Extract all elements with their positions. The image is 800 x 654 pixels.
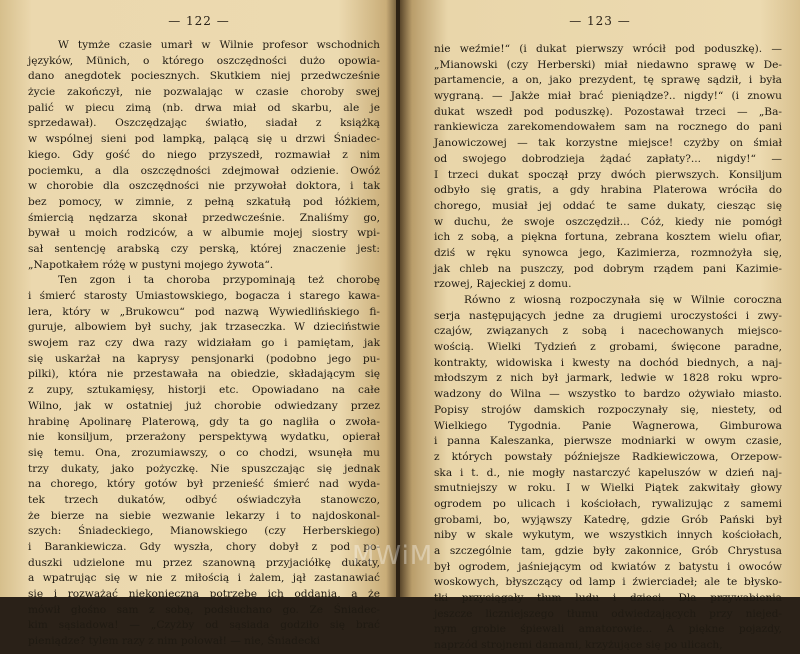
text-line: W tymże czasie umarł w Wilnie profesor wschodnich bbox=[58, 39, 380, 51]
text-line: chorego, musiał jej oddać te same dukaty, ciesząc się bbox=[434, 199, 782, 212]
text-line: szych: Śniadeckiego, Mianowskiego (czy Herberskiego) bbox=[28, 525, 380, 538]
text-line: życie zakończył, nie pozwalając w czasie choroby swej bbox=[28, 86, 380, 99]
text-line: niby w skale wykutym, we wszystkich innych kościołach, bbox=[434, 529, 782, 542]
text-line: kim sąsiadowa! — „Czyżby od sąsiada godziło się brać bbox=[28, 619, 380, 632]
text-line: dziś w ręku synowca jego, Kazimierza, rozmnożyła się, bbox=[434, 246, 782, 259]
text-line: bez pomocy, w zimnie, z pełną szkatułą pod łóżkiem, bbox=[28, 195, 380, 208]
text-line: nie konsiljum, przerażony perspektywą wydatku, opierał bbox=[28, 431, 380, 444]
text-line: jeszcze liczniejszego tłumu odwiedzających przy niejed- bbox=[434, 607, 782, 620]
text-line: młodszym z nich był jarmark, ledwie w 1828 roku wpro- bbox=[434, 372, 782, 385]
text-line: rzowej, Rajeckiej z domu. bbox=[434, 278, 572, 291]
text-line: się temu. Ona, zrozumiawszy, o co chodzi, wsunęła mu bbox=[28, 446, 380, 459]
text-line: jak chleb na puszczy, pod dobrym rządem pani Kazimie- bbox=[434, 262, 782, 275]
text-line: trzy dukaty, jako pożyczkę. Nie spuszczając się jednak bbox=[28, 462, 380, 475]
text-line: grobami, bo, wyjąwszy Katedrę, gdzie Grób Pański był bbox=[434, 513, 782, 526]
text-line: partamencie, a on, jako prezydent, tę sprawę sądził, i była bbox=[434, 74, 782, 87]
text-line: z zupy, sztukamięsy, historji etc. Opowiadano na całe bbox=[28, 384, 380, 397]
left-page-number: — 122 — bbox=[168, 14, 230, 28]
text-line: na chorego, który gotów był przenieść śmierć nad wyda- bbox=[28, 478, 380, 491]
text-line: rankiewicza zarekomendowałem sam na rocznego do pani bbox=[434, 121, 782, 134]
text-line: się i rozważać niekonieczną potrzebę ich oddania, a że bbox=[28, 588, 380, 601]
text-line: mówił głośno sam z sobą, podsłuchano go. Ze Śniadec- bbox=[28, 603, 380, 616]
text-line: ska i t. d., nie mogły nastarczyć kapeluszów w dzień naj- bbox=[434, 466, 782, 479]
text-line: a szczególnie tam, gdzie były zakonnice, Grób Chrystusa bbox=[434, 545, 782, 557]
watermark: MWiM bbox=[352, 541, 434, 571]
text-line: kontrakty, widowiska i kwesty na dochód biednych, a naj- bbox=[434, 356, 782, 369]
text-line: Wielkiego Tygodnia. Panie Wagnerowa, Gimburowa bbox=[434, 419, 782, 432]
text-line: języków, Münich, o którego oszczędności dużo opowia- bbox=[28, 54, 380, 67]
text-line: kiego. Gdy gość do niego przyszedł, rozmawiał z nim bbox=[28, 148, 380, 161]
text-line: Popisy strojów damskich rozpoczynały się, niestety, od bbox=[434, 403, 782, 416]
text-line: bywał u moich rodziców, a w albumie mojej siostry wpi- bbox=[28, 227, 380, 240]
text-line: pieniądze? tylem razy z nim polował! — nie, Śniadecki bbox=[28, 635, 320, 648]
text-line: z których powstały późniejsze Radkiewiczowa, Orzepow- bbox=[434, 450, 782, 463]
text-line: że bierze na siebie wezwanie lekarzy i to najdoskonal- bbox=[28, 509, 380, 522]
text-line: ogrodem po ulicach i kościołach, rywalizując z samemi bbox=[434, 497, 782, 510]
text-line: palić w piecu zimą (nb. drwa miał od skarbu, ale je bbox=[28, 101, 380, 114]
text-line: tek trzech dukatów, odbyć oświadczyła stanowczo, bbox=[28, 493, 380, 506]
text-line: swojem raz czy dwa razy widziałam go i pamiętam, jak bbox=[28, 337, 380, 350]
right-page-number: — 123 — bbox=[569, 14, 631, 28]
text-line: tki przyciągały tłum ludu i dzieci. Dla przywabienia bbox=[434, 592, 782, 605]
text-line: wością. Wielki Tydzień z grobami, święcone paradne, bbox=[434, 341, 782, 354]
text-line: naprzód strojnemi damami, krzyżujące się po ulicach, bbox=[434, 639, 723, 652]
text-line: pilki), która nie przestawała na obiedzie, składającym się bbox=[28, 368, 380, 381]
text-line: hrabinę Apolinarę Platerową, gdy ta go nagliła o zwoła- bbox=[28, 415, 380, 428]
text-line: sał sentencję arabską czy perską, której znaczenie jest: bbox=[28, 242, 380, 255]
text-line: w wspólnej sieni pod lampką, palącą się u drzwi Śniadec- bbox=[28, 133, 380, 146]
text-line: nym grobie śpiewali amatorowie... A piękne pojazdy, bbox=[434, 623, 782, 636]
text-line: i panna Kaleszanka, pierwsze modniarki w owym czasie, bbox=[434, 435, 782, 448]
text-line: I trzeci dukat spoczął przy dwóch pierwszych. Konsiljum bbox=[434, 168, 782, 181]
text-line: woskowych, błyszczący od lamp i źwierciadeł; ale te błysko- bbox=[434, 576, 782, 589]
text-line: odbyło się gratis, a gdy hrabina Platerowa wróciła do bbox=[434, 184, 782, 197]
text-line: ich z sobą, a piękna fortuna, zebrana kosztem wielu ofiar, bbox=[434, 231, 782, 244]
text-line: od swojego dobrodzieja żądać zapłaty?... nigdy!“ — bbox=[434, 152, 782, 165]
left-page-text bbox=[28, 38, 380, 650]
text-line: sprzedawał). Oszczędzając światło, siadał z książką bbox=[28, 117, 380, 130]
text-line: wadzony do Wilna — wszystko to bardzo ożywiało miasto. bbox=[434, 388, 782, 401]
text-line: śmiercią nędzarza skonał przedwcześnie. Znaliśmy go, bbox=[28, 211, 380, 224]
text-line: Wilno, jak w ostatniej już chorobie odwiedzany przez bbox=[28, 399, 380, 412]
text-line: lera, który w „Brukowcu“ pod nazwą Wywiedlińskiego fi- bbox=[28, 305, 380, 318]
text-line: pociemku, a dla oszczędności zdejmował odzienie. Owóż bbox=[28, 164, 380, 177]
right-page bbox=[400, 0, 800, 652]
text-line: duszki udzielone mu przez szanowną przyjaciółkę dukaty, bbox=[28, 556, 380, 569]
text-line: smutniejszy w roku. I w Wielki Piątek zakwitały głowy bbox=[434, 482, 782, 495]
text-line: i śmierć starosty Umiastowskiego, bogacza i starego kawa- bbox=[28, 290, 380, 302]
text-line: Równo z wiosną rozpoczynała się w Wilnie coroczna bbox=[464, 294, 782, 306]
text-line: a wpatrując się w nie z miłością i żalem, jął zastanawiać bbox=[28, 572, 380, 585]
text-line: dukat wszedł pod poduszkę). Pozostawał trzeci — „Ba- bbox=[434, 105, 782, 118]
left-page bbox=[0, 0, 398, 648]
text-line: „Mianowski (czy Herberski) miał niedawno sprawę w De- bbox=[434, 58, 782, 71]
text-line: nie weźmie!“ (i dukat pierwszy wrócił pod poduszkę). — bbox=[434, 43, 782, 55]
text-line: był ogrodem, jaśniejącym od kwiatów z batystu i owoców bbox=[434, 560, 782, 573]
text-line: i Barankiewicza. Gdy wyszła, chory dobył z pod po- bbox=[28, 541, 380, 553]
text-line: guruje, albowiem był suchy, jak trzaseczka. W dzieciństwie bbox=[28, 321, 380, 334]
text-line: serja następujących jedne za drugiemi uroczystości i zwy- bbox=[434, 309, 782, 322]
right-page-text bbox=[434, 42, 782, 654]
text-line: dano anegdotek pociesznych. Skutkiem niej przedwcześnie bbox=[28, 70, 380, 83]
text-line: się uskarżał na kaprysy pensjonarki (podobno jego pu- bbox=[28, 352, 380, 365]
text-line: czajów, związanych z sobą i nacechowanych miejsco- bbox=[434, 325, 782, 338]
text-line: w chorobie dla oszczędności nie przywołał doktora, i tak bbox=[28, 180, 380, 193]
text-line: wygraną. — Jakże miał brać pieniądze?.. nigdy!“ (i znowu bbox=[434, 90, 782, 103]
text-line: Janowiczowej — tak korzystne miejsce! czyżby on śmiał bbox=[434, 137, 782, 150]
text-line: Ten zgon i ta choroba przypominają też chorobę bbox=[58, 274, 380, 287]
text-line: „Napotkałem różę w pustyni mojego żywota“. bbox=[28, 258, 274, 271]
text-line: w duchu, że swoje oszczędził... Cóż, kiedy nie pomógł bbox=[434, 215, 782, 228]
